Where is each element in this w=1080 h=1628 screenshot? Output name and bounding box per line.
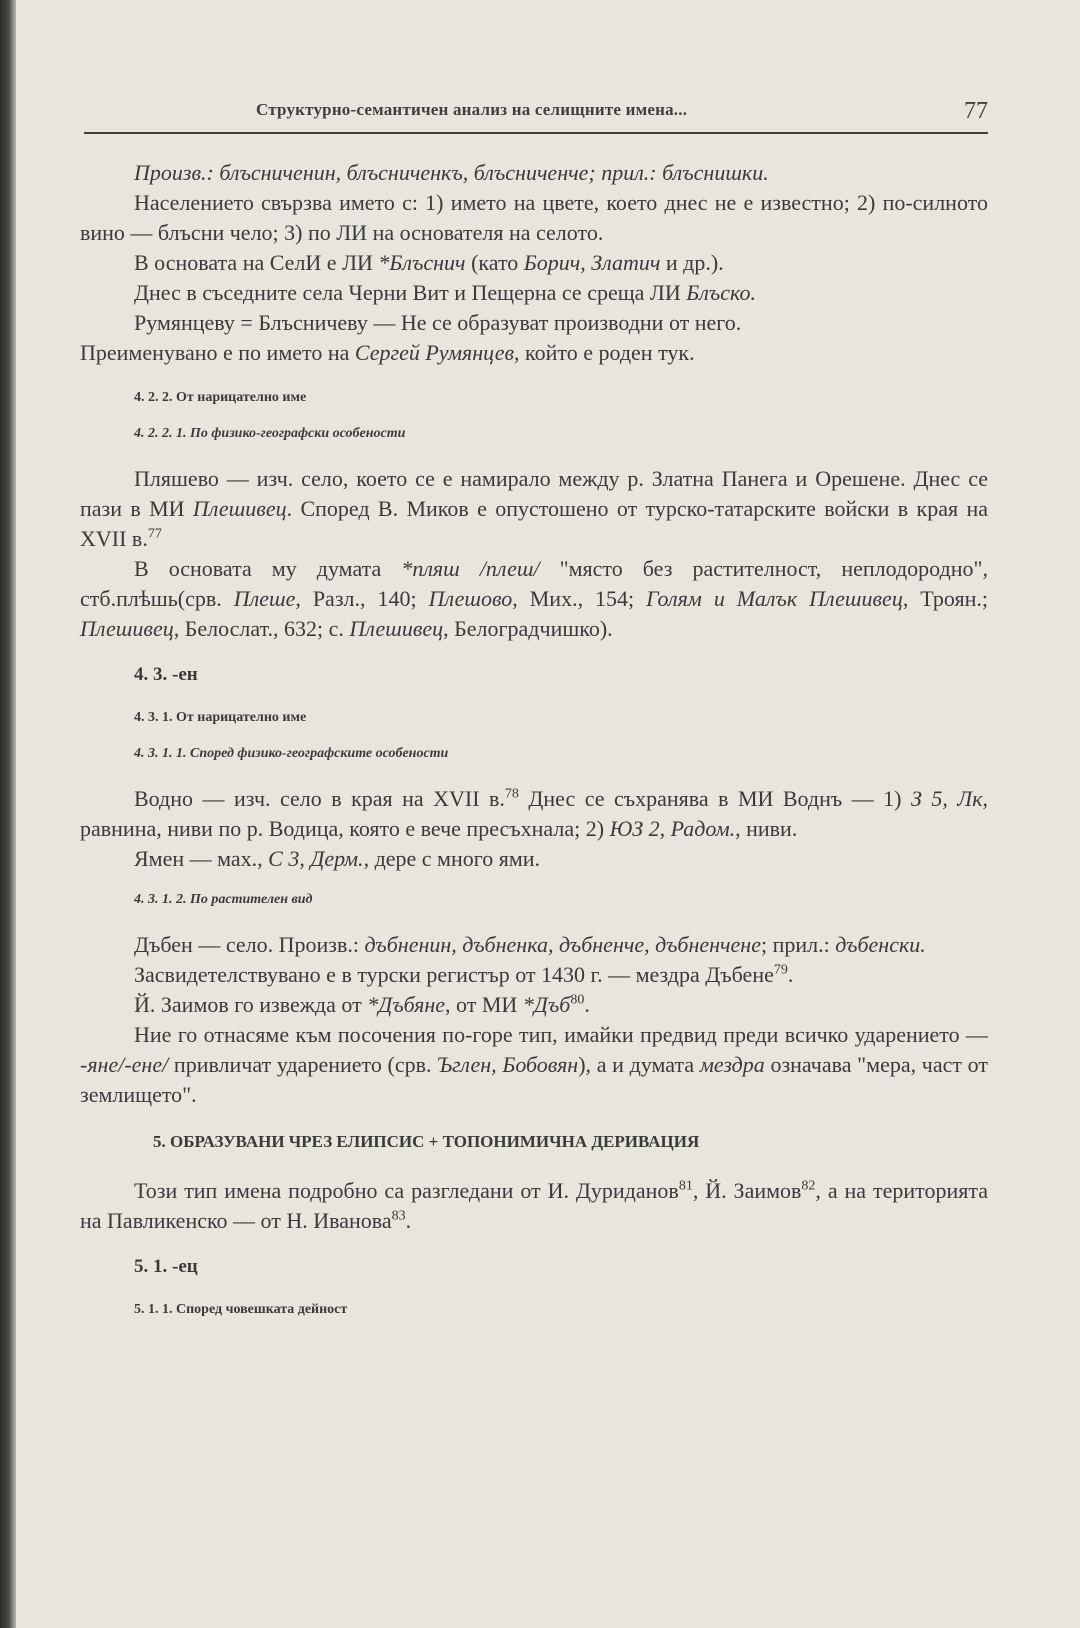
paragraph-neighbour-villages: Днес в съседните села Черни Вит и Пещерна се среща ЛИ Блъско. xyxy=(134,280,756,305)
heading-4-3-1: 4. 3. 1. От нарицателно име xyxy=(134,710,307,725)
paragraph-turkish-register: Засвидетелствувано е в турски регистър от 1430 г. — мездра Дъбене$^{79}$. xyxy=(134,962,794,987)
paragraph-zaimov: Й. Заимов го извежда от *Дъбяне, от МИ *Дъб$^{80}$. xyxy=(134,992,590,1017)
paragraph-basis: В основата на СелИ е ЛИ *Блъснич (като Борич, Златич и др.). xyxy=(134,250,724,275)
heading-4-2-2-1: 4. 2. 2. 1. По физико-географски особености xyxy=(134,426,406,441)
heading-4-3: 4. 3. -ен xyxy=(134,664,198,685)
heading-4-3-1-1: 4. 3. 1. 1. Според физико-географските особености xyxy=(134,746,449,761)
paragraph-plyash-word: В основата му думата *пляш /плеш/ "място без растителност, неплодородно", стб.плѣшь(срв. Плeше, Разл., 140; Плешово, Мих., 154; Голям и Малък Плешивец, Троян.; Плешивец, Белослат., 632; с. Плешивец, Белоградчишко). xyxy=(80,556,988,641)
paragraph-stress: Ние го отнасяме към посочения по-горе тип, имайки предвид преди всичко ударението — -яне/-ене/ привличат ударението (срв. Ъглен, Бобовян), а и думата мездра означава "мера, част от землището". xyxy=(80,1022,988,1107)
heading-4-2-2: 4. 2. 2. От нарицателно име xyxy=(134,390,307,405)
paragraph-plyashevo: Пляшево — изч. село, което се е намирало между р. Златна Панега и Орешене. Днес се пази в МИ Плешивец. Според В. Миков е опустошено от турско-татарските войски в края на XVII в.$^{77}$ xyxy=(80,466,988,551)
heading-5-1: 5. 1. -ец xyxy=(134,1256,198,1277)
footnote-ref-82: 82 xyxy=(801,1178,816,1194)
footnote-ref-81: 81 xyxy=(678,1178,693,1194)
running-head: Структурно-семантичен анализ на селищните имена... xyxy=(256,100,688,119)
paragraph-daben: Дъбен — село. Произв.: дъбненин, дъбненка, дъбненче, дъбненчене; прил.: дъбенски. xyxy=(134,932,926,957)
page-body xyxy=(80,158,988,1320)
footnote-ref-80: 80 xyxy=(570,992,585,1008)
book-page xyxy=(80,0,988,1628)
heading-5-1-1: 5. 1. 1. Според човешката дейност xyxy=(134,1302,348,1317)
header-rule xyxy=(84,132,988,134)
paragraph-type-names: Този тип имена подробно са разгледани от И. Дуриданов$^{81}$, Й. Заимов$^{82}$, а на територията на Павликенско — от Н. Иванова$^{83}$. xyxy=(80,1178,989,1233)
footnote-ref-78: 78 xyxy=(504,786,519,802)
paragraph-name-origin: Населението свързва името с: 1) името на цвете, което днес не е известно; 2) по-силното вино — блъсни чело; 3) по ЛИ на основателя на селото. xyxy=(80,190,988,245)
page-number: 77 xyxy=(964,98,988,124)
paragraph-yamen: Ямен — мах., С 3, Дерм., дере с много ями. xyxy=(134,846,541,871)
book-binding-edge xyxy=(0,0,16,1628)
footnote-ref-79: 79 xyxy=(773,962,788,978)
paragraph-rumyantsevu: Румянцеву = Блъсничеву — Не се образуват производни от него. xyxy=(134,310,742,335)
heading-section-5: 5. ОБРАЗУВАНИ ЧРЕЗ ЕЛИПСИС + ТОПОНИМИЧНА ДЕРИВАЦИЯ xyxy=(153,1132,700,1151)
footnote-ref-83: 83 xyxy=(391,1208,406,1224)
paragraph-renamed: Преименувано е по името на Сергей Румянцев, който е роден тук. xyxy=(80,340,695,365)
heading-4-3-1-2: 4. 3. 1. 2. По растителен вид xyxy=(134,892,313,907)
footnote-ref-77: 77 xyxy=(147,526,162,542)
paragraph-derivatives: Произв.: блъсничeнин, блъсничeнкъ, блъсничeнче; прил.: блъснишки. xyxy=(134,160,769,185)
paragraph-vodno: Водно — изч. село в края на XVII в.$^{78}$ Днес се съхранява в МИ Воднъ — 1) З 5, Лк, равнина, ниви по р. Водица, която е вече пресъхнала; 2) ЮЗ 2, Радом., ниви. xyxy=(80,786,988,841)
